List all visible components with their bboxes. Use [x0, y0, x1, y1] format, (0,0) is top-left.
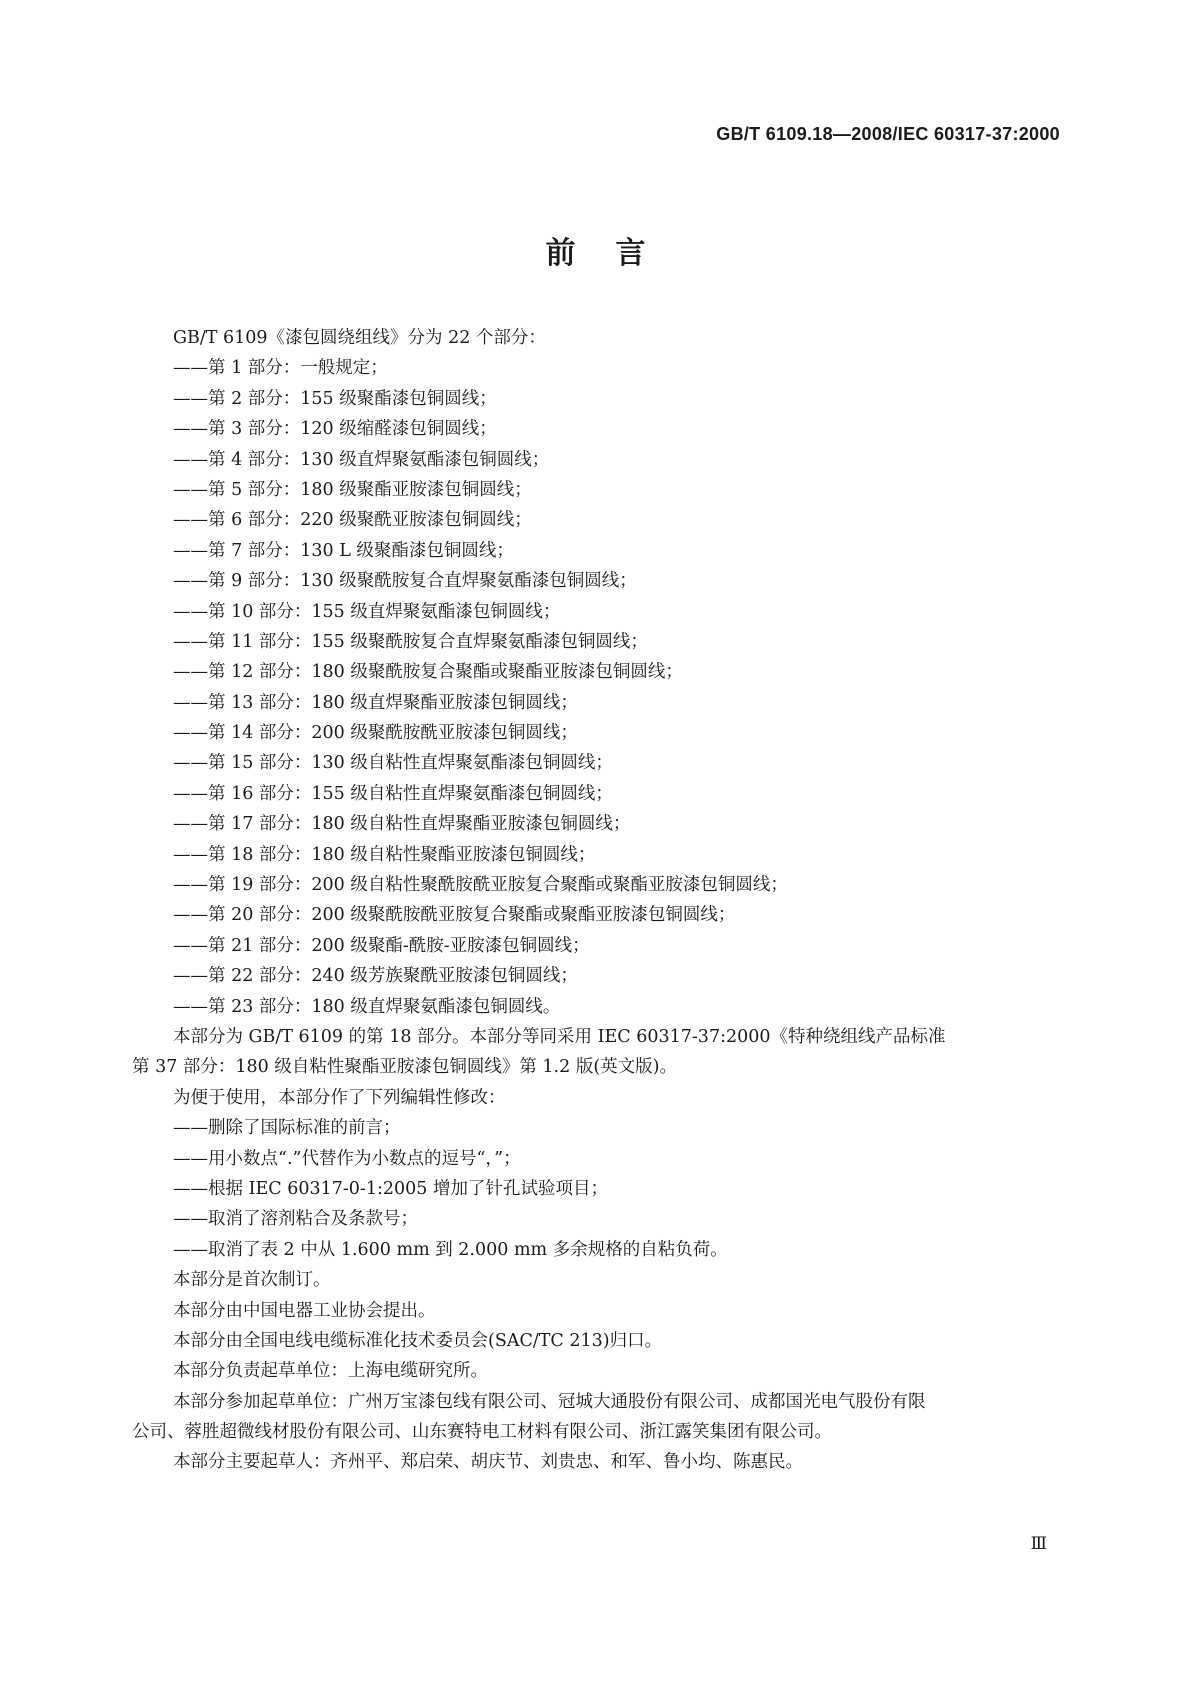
page-number: Ⅲ: [1030, 1534, 1048, 1554]
list-item: ——第 20 部分：200 级聚酰胺酰亚胺复合聚酯或聚酯亚胺漆包铜圆线；: [173, 905, 736, 926]
list-item: ——根据 IEC 60317-0-1:2005 增加了针孔试验项目；: [173, 1178, 608, 1199]
centralized-by: 本部分由全国电线电缆标准化技术委员会(SAC/TC 213)归口。: [173, 1330, 663, 1351]
list-item: ——第 7 部分：130 L 级聚酯漆包铜圆线；: [173, 540, 514, 561]
parts-list: [132, 353, 1062, 1022]
list-item: ——第 17 部分：180 级自粘性直焊聚酯亚胺漆包铜圆线；: [173, 814, 631, 835]
first-edition-note: 本部分是首次制订。: [173, 1270, 331, 1291]
list-item: ——第 12 部分：180 级聚酰胺复合聚酯或聚酯亚胺漆包铜圆线；: [173, 662, 683, 683]
adoption-paragraph: [132, 1022, 1062, 1083]
drafting-unit: 本部分负责起草单位：上海电缆研究所。: [173, 1361, 488, 1382]
list-item: ——第 21 部分：200 级聚酯-酰胺-亚胺漆包铜圆线；: [173, 935, 590, 956]
list-item: ——取消了表 2 中从 1.600 mm 到 2.000 mm 多余规格的自粘负荷。: [173, 1239, 728, 1260]
list-item: ——第 5 部分：180 级聚酯亚胺漆包铜圆线；: [173, 479, 532, 500]
page-title: 前言: [545, 236, 686, 271]
proposed-by: 本部分由中国电器工业协会提出。: [173, 1300, 436, 1321]
list-item: ——第 23 部分：180 级直焊聚氨酯漆包铜圆线。: [173, 996, 561, 1017]
list-item: ——第 18 部分：180 级自粘性聚酯亚胺漆包铜圆线；: [173, 844, 596, 865]
list-item: ——第 10 部分：155 级直焊聚氨酯漆包铜圆线；: [173, 601, 561, 622]
intro-paragraph: GB/T 6109《漆包圆绕组线》分为 22 个部分：: [173, 328, 546, 348]
list-item: ——第 14 部分：200 级聚酰胺酰亚胺漆包铜圆线；: [173, 723, 578, 744]
drafters: 本部分主要起草人：齐州平、郑启荣、胡庆节、刘贵忠、和军、鲁小均、陈惠民。: [173, 1452, 803, 1473]
list-item: ——第 1 部分：一般规定；: [173, 358, 388, 379]
participating-line: 本部分参加起草单位：广州万宝漆包线有限公司、冠城大通股份有限公司、成都国光电气股份有限: [173, 1391, 926, 1412]
standard-code: GB/T 6109.18—2008/IEC 60317-37:2000: [716, 124, 1060, 144]
list-item: ——第 4 部分：130 级直焊聚氨酯漆包铜圆线；: [173, 449, 550, 470]
list-item: ——第 15 部分：130 级自粘性直焊聚氨酯漆包铜圆线；: [173, 753, 613, 774]
list-item: ——删除了国际标准的前言；: [173, 1118, 401, 1139]
list-item: ——取消了溶剂粘合及条款号；: [173, 1209, 418, 1230]
list-item: ——用小数点“.”代替作为小数点的逗号“，”；: [173, 1148, 521, 1169]
list-item: ——第 19 部分：200 级自粘性聚酰胺酰亚胺复合聚酯或聚酯亚胺漆包铜圆线；: [173, 875, 788, 896]
list-item: ——第 16 部分：155 级自粘性直焊聚氨酯漆包铜圆线；: [173, 783, 613, 804]
list-item: ——第 6 部分：220 级聚酰亚胺漆包铜圆线；: [173, 510, 532, 531]
document-body: [132, 323, 1062, 1478]
list-item: ——第 9 部分：130 级聚酰胺复合直焊聚氨酯漆包铜圆线；: [173, 571, 637, 592]
edits-intro: 为便于使用，本部分作了下列编辑性修改：: [173, 1087, 506, 1108]
participating-units: [132, 1387, 1062, 1448]
list-item: ——第 2 部分：155 级聚酯漆包铜圆线；: [173, 388, 497, 409]
list-item: ——第 13 部分：180 级直焊聚酯亚胺漆包铜圆线；: [173, 692, 578, 713]
list-item: ——第 3 部分：120 级缩醛漆包铜圆线；: [173, 419, 497, 440]
list-item: ——第 11 部分：155 级聚酰胺复合直焊聚氨酯漆包铜圆线；: [173, 631, 648, 652]
participating-line: 公司、蓉胜超微线材股份有限公司、山东赛特电工材料有限公司、浙江露笑集团有限公司。: [132, 1422, 832, 1443]
edits-list: [132, 1113, 1062, 1265]
adoption-line: 本部分为 GB/T 6109 的第 18 部分。本部分等同采用 IEC 60317-37:2000《特种绕组线产品标准: [173, 1026, 946, 1047]
list-item: ——第 22 部分：240 级芳族聚酰亚胺漆包铜圆线；: [173, 966, 578, 987]
adoption-line: 第 37 部分：180 级自粘性聚酯亚胺漆包铜圆线》第 1.2 版(英文版)。: [132, 1057, 677, 1078]
